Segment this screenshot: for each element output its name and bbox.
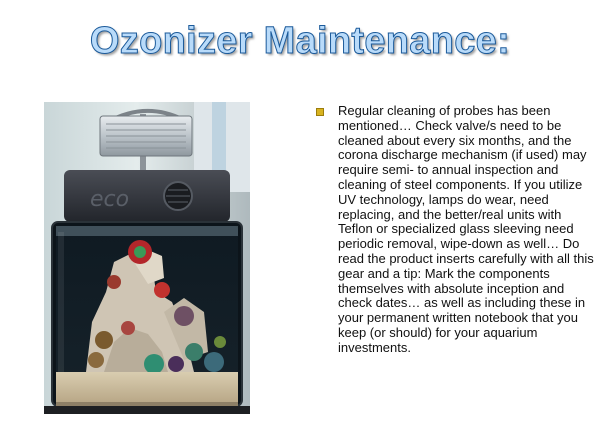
bullet-square-icon bbox=[316, 108, 324, 116]
bullet-text: Regular cleaning of probes has been mentioned… Check valve/s need to be cleaned about every six months, and the corona discharge mechanism (if used) may require semi- to annual inspection and cleaning of steel components. If you utilize UV technology, lamps do wear, need replacing, and the better/real units with Teflon or specialized glass sleeving need periodic removal, wipe-down as well… Do read the product inserts carefully with all this gear and a tip: Mark the components themselves with absolute inception and check dates… as well as including these in your permanent written notebook that you keep (or should) for your aquarium investments. bbox=[338, 103, 594, 355]
bullet-item bbox=[312, 104, 598, 356]
bullet-list bbox=[312, 104, 598, 356]
aquarium-photo bbox=[44, 102, 250, 414]
svg-text:eco: eco bbox=[90, 187, 130, 212]
slide-title: Ozonizer Maintenance: bbox=[89, 20, 511, 62]
